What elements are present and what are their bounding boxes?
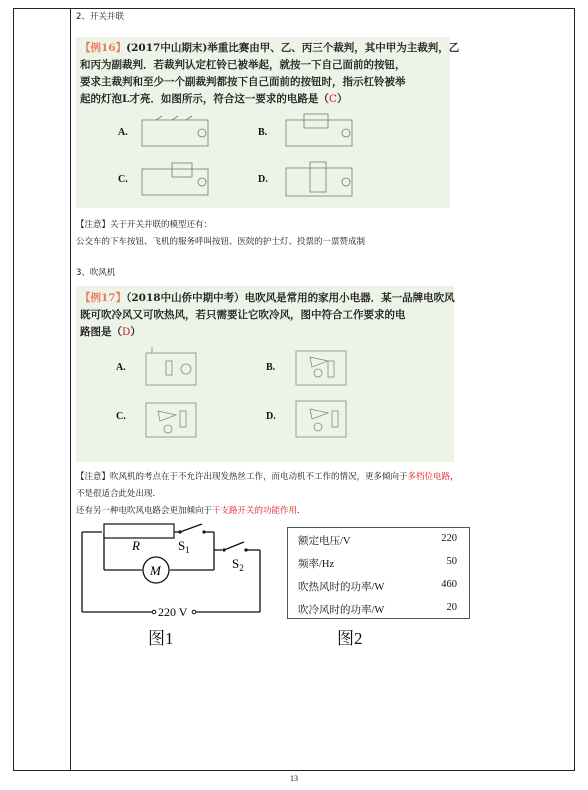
hairdryer-circuit-a <box>138 345 208 391</box>
circuit-figure-1 <box>74 520 284 624</box>
hairdryer-circuit-d <box>288 393 358 443</box>
figure-1-caption: 图1 <box>148 629 174 648</box>
example17-option-d: D. <box>266 411 276 422</box>
table-row: 吹冷风时的功率/W 20 <box>298 602 457 616</box>
hairdryer-circuit-b <box>288 343 358 391</box>
page-number: 13 <box>290 774 298 783</box>
note2-line3: 还有另一种电吹风电路会更加倾向于干支路开关的功能作用． <box>76 506 306 516</box>
table-row: 额定电压/V 220 <box>298 533 457 547</box>
example17-option-c: C. <box>116 411 126 422</box>
example16-answer: C <box>328 93 337 105</box>
switch-s1-label: $S_1$ <box>178 538 190 555</box>
figure-2-caption: 图2 <box>337 629 363 648</box>
example17-option-a: A. <box>116 362 126 373</box>
note1-text: 公交车的下车按钮、飞机的服务呼叫按钮、医院的护士灯、投票的一票赞成制 <box>76 237 366 247</box>
spec-table <box>287 527 470 619</box>
note2-highlight-1: 多档位电路 <box>407 472 451 482</box>
motor-label: M <box>150 563 161 578</box>
example16-text: 【例16】(2017中山期末)举重比赛由甲、乙、丙三个裁判，其中甲为主裁判，乙 和丙为副裁判．若裁判认定杠铃已被举起，就按一下自己面前的按钮， 要求主裁判和至少一个副裁判都按下自己面前的按钮时，指示杠铃被举 起的灯泡L才亮．如图所示，符合这一要求的电路是（C） <box>80 42 460 105</box>
circuit-diagram-c <box>136 161 216 201</box>
circuit-diagram-d <box>280 160 360 204</box>
voltage-label: 220 V <box>158 605 188 619</box>
section-heading-2: 2、开关并联 <box>76 12 124 22</box>
table-row: 吹热风时的功率/W 460 <box>298 579 457 593</box>
column-divider <box>70 8 71 771</box>
example17-option-b: B. <box>266 362 276 373</box>
hairdryer-circuit-c <box>138 395 208 443</box>
note2-line2: 不是很适合此处出现． <box>76 489 162 499</box>
example17-text: 【例17】（2018中山侨中期中考）电吹风是常用的家用小电器．某一品牌电吹风 既可吹冷风又可吹热风，若只需要让它吹冷风，图中符合工作要求的电 路图是（D） <box>80 292 455 338</box>
resistor-label: R <box>132 538 140 553</box>
example16-tag: 【例16】 <box>80 42 127 54</box>
note1-label: 【注意】关于开关并联的模型还有： <box>76 220 213 230</box>
switch-s2-label: $S_2$ <box>232 556 244 573</box>
note2-line1: 【注意】吹风机的考点在于不允许出现发热丝工作，而电动机不工作的情况，更多倾向于多档位电路， <box>76 472 459 482</box>
section-heading-3: 3、吹风机 <box>76 268 116 278</box>
example17-answer: D <box>122 326 131 338</box>
circuit-diagram-a <box>136 114 216 152</box>
example16-option-d: D. <box>258 174 268 185</box>
table-row: 频率/Hz 50 <box>298 556 457 570</box>
note2-highlight-2: 干支路开关的功能作用 <box>212 506 298 516</box>
example16-option-c: C. <box>118 174 128 185</box>
example17-tag: 【例17】 <box>80 292 127 304</box>
example16-option-b: B. <box>258 127 268 138</box>
circuit-diagram-b <box>280 112 360 152</box>
example16-option-a: A. <box>118 127 128 138</box>
